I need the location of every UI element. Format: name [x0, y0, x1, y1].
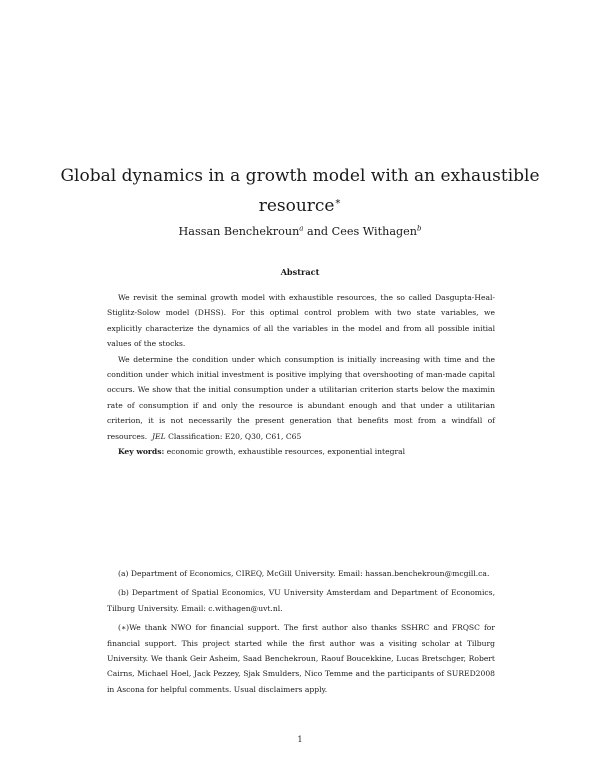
keywords-line	[107, 444, 495, 459]
title-text: Global dynamics in a growth model with an exhaustible resource	[60, 166, 540, 217]
jel-codes: Classification: E20, Q30, C61, C65	[168, 431, 302, 441]
author-line	[60, 225, 540, 239]
footnote-b: (b) Department of Spatial Economics, VU University Amsterdam and Department of Economics, Tilburg University. Email: c.withagen@uvt.nl.	[107, 588, 495, 613]
abstract-paragraph-1: We revisit the seminal growth model with exhaustible resources, the so called Dasgupta-Heal-Stiglitz-Solow model (DHSS). For this optimal control problem with two state variables, we explicitly characterize the dynamics of all the variables in the model and from all possible initial values of the stocks.	[107, 293, 495, 349]
title-footnote-mark: ∗	[334, 196, 342, 208]
author-affiliation-mark-2: b	[416, 224, 422, 233]
paper-title	[60, 161, 540, 221]
author-conjunction: and	[303, 225, 332, 238]
keywords-text: economic growth, exhaustible resources, exponential integral	[166, 447, 406, 457]
abstract-body	[107, 290, 495, 459]
keywords-label: Key words:	[118, 447, 165, 457]
author-affiliation-mark-1: a	[299, 224, 304, 233]
page-number: 1	[297, 734, 303, 744]
author-name-1: Hassan Benchekroun	[178, 225, 300, 238]
abstract-paragraph-2	[107, 352, 495, 444]
abstract-heading: Abstract	[280, 267, 320, 277]
author-name-2: Cees Withagen	[331, 225, 417, 238]
footnotes	[107, 566, 495, 701]
footnote-a: (a) Department of Economics, CIREQ, McGill University. Email: hassan.benchekroun@mcgill.ca.	[118, 569, 490, 578]
footnote-acknowledgements: (∗)We thank NWO for financial support. The first author also thanks SSHRC and FRQSC for financial support. This project started while the first author was a visiting scholar at Tilburg University. We thank Geir Asheim, Saad Benchekroun, Raouf Boucekkine, Lucas Bretschger, Robert Cairns, Michael Hoel, Jack Pezzey, Sjak Smulders, Nico Temme and the participants of SURED2008 in Ascona for helpful comments. Usual disclaimers apply.	[107, 623, 495, 694]
jel-label: JEL	[152, 431, 166, 441]
abstract-paragraph-2-text: We determine the condition under which consumption is initially increasing with time and the condition under which initial investment is positive implying that overshooting of man-made capital occurs. We show that the initial consumption under a utilitarian criterion starts below the maximin rate of consumption if and only the resource is abundant enough and that under a utilitarian criterion, it is not necessarily the present generation that benefits most from a windfall of resources.	[107, 354, 495, 441]
